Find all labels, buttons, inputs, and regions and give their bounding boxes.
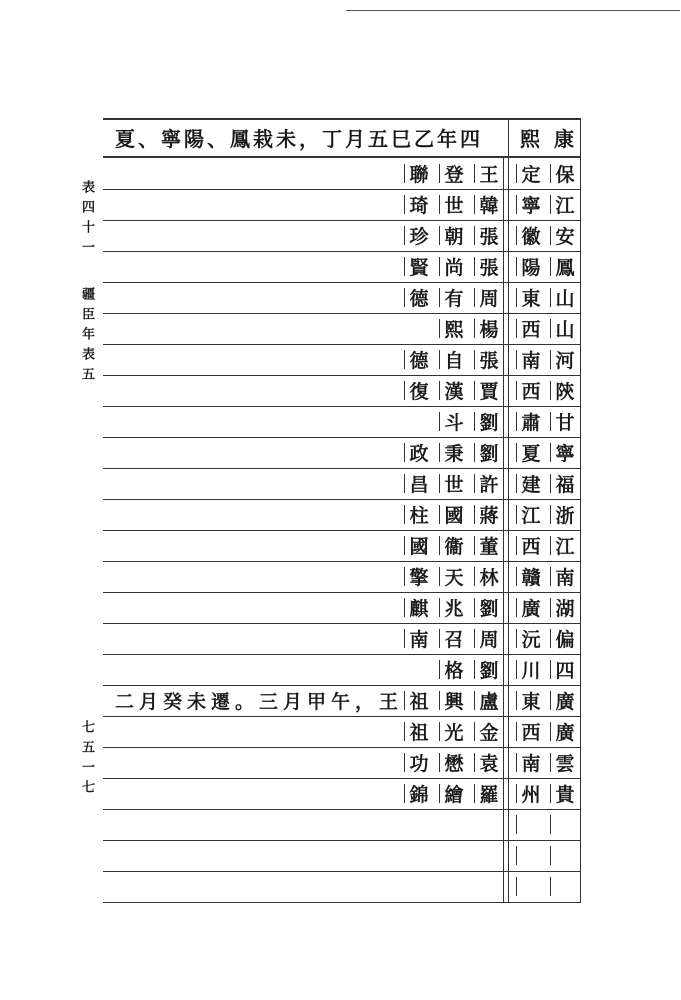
official-name-char: 召	[438, 623, 470, 654]
table-row	[103, 220, 581, 251]
post-char: 山	[549, 282, 581, 313]
post-char: 沅	[515, 623, 547, 654]
row-rule	[103, 840, 581, 841]
post-char: 江	[549, 530, 581, 561]
post-char	[515, 871, 547, 902]
post-char: 川	[515, 654, 547, 685]
official-name-char: 政	[403, 437, 435, 468]
official-name-char: 張	[473, 251, 505, 282]
row-rule	[103, 592, 581, 593]
official-name-char	[403, 406, 435, 437]
table-row	[103, 344, 581, 375]
post-char: 偏	[549, 623, 581, 654]
official-name-char: 柱	[403, 499, 435, 530]
official-name-char: 盧	[473, 685, 505, 716]
post-char: 廣	[549, 716, 581, 747]
official-name-char: 漢	[438, 375, 470, 406]
official-name-char: 周	[473, 623, 505, 654]
official-name-char: 斗	[438, 406, 470, 437]
table-row	[103, 282, 581, 313]
table-row	[103, 499, 581, 530]
post-char: 肅	[515, 406, 547, 437]
official-name-char: 蔣	[473, 499, 505, 530]
post-char	[549, 840, 581, 871]
post-char: 江	[515, 499, 547, 530]
post-char: 寧	[549, 437, 581, 468]
row-rule	[103, 251, 581, 252]
post-char: 雲	[549, 747, 581, 778]
official-name-char	[403, 654, 435, 685]
official-name-char: 劉	[473, 437, 505, 468]
post-char: 南	[549, 561, 581, 592]
table-row	[103, 313, 581, 344]
post-char: 鳳	[549, 251, 581, 282]
table-row	[103, 871, 581, 902]
table-row	[103, 437, 581, 468]
table-row	[103, 778, 581, 809]
row-rule	[103, 344, 581, 345]
official-name-char: 劉	[473, 654, 505, 685]
post-char: 山	[549, 313, 581, 344]
official-name-char: 秉	[438, 437, 470, 468]
register-table	[103, 118, 581, 904]
official-name-char: 賈	[473, 375, 505, 406]
post-char: 西	[515, 375, 547, 406]
official-name-char: 許	[473, 468, 505, 499]
row-rule	[103, 778, 581, 779]
table-row	[103, 561, 581, 592]
row-rule	[103, 468, 581, 469]
post-char: 貴	[549, 778, 581, 809]
official-name-char	[473, 871, 505, 902]
official-name-char	[403, 809, 435, 840]
official-name-char: 張	[473, 220, 505, 251]
official-name-char: 熙	[438, 313, 470, 344]
official-name-char: 天	[438, 561, 470, 592]
official-name-char: 懋	[438, 747, 470, 778]
row-rule	[103, 530, 581, 531]
official-name-char	[473, 809, 505, 840]
official-name-char: 王	[473, 158, 505, 189]
table-row	[103, 189, 581, 220]
post-char: 浙	[549, 499, 581, 530]
official-name-char: 聯	[403, 158, 435, 189]
official-name-char: 衞	[438, 530, 470, 561]
post-char: 東	[515, 282, 547, 313]
post-char: 廣	[549, 685, 581, 716]
post-char: 陝	[549, 375, 581, 406]
post-char: 安	[549, 220, 581, 251]
row-rule	[103, 282, 581, 283]
row-rule	[103, 809, 581, 810]
table-row	[103, 158, 581, 189]
official-name-char: 金	[473, 716, 505, 747]
official-name-char: 世	[438, 468, 470, 499]
post-char	[549, 809, 581, 840]
official-name-char: 擎	[403, 561, 435, 592]
header-note	[115, 118, 515, 156]
post-char: 廣	[515, 592, 547, 623]
reign-char-2: 熙	[520, 126, 540, 151]
official-name-char	[438, 840, 470, 871]
reign-char-1: 康	[554, 126, 574, 151]
table-row	[103, 406, 581, 437]
post-char	[515, 840, 547, 871]
header-note-text: 夏、寧陽、鳳栽未，丁月五巳乙年四	[115, 126, 483, 151]
row-rule	[103, 375, 581, 376]
margin-volume: 表四十一	[79, 180, 94, 260]
official-name-char: 登	[438, 158, 470, 189]
official-name-char: 繪	[438, 778, 470, 809]
column-rule	[580, 118, 581, 902]
post-char: 西	[515, 716, 547, 747]
official-name-char: 劉	[473, 592, 505, 623]
row-rule	[103, 499, 581, 500]
official-name-char: 尚	[438, 251, 470, 282]
post-char: 河	[549, 344, 581, 375]
official-name-char	[438, 871, 470, 902]
official-name-char: 張	[473, 344, 505, 375]
official-name-char: 祖	[403, 716, 435, 747]
official-name-char: 朝	[438, 220, 470, 251]
post-char: 東	[515, 685, 547, 716]
row-rule	[103, 437, 581, 438]
official-name-char: 珍	[403, 220, 435, 251]
official-name-char	[473, 840, 505, 871]
official-name-char: 光	[438, 716, 470, 747]
official-name-char: 昌	[403, 468, 435, 499]
table-row	[103, 468, 581, 499]
post-char: 夏	[515, 437, 547, 468]
table-row	[103, 623, 581, 654]
official-name-char: 周	[473, 282, 505, 313]
table-row	[103, 716, 581, 747]
margin-page-number: 七五一七	[79, 720, 94, 800]
table-row	[103, 654, 581, 685]
row-note: 二月癸未遷。三月甲午，王	[115, 691, 404, 713]
official-name-char: 羅	[473, 778, 505, 809]
official-name-char: 林	[473, 561, 505, 592]
top-rule	[346, 10, 680, 11]
official-name-char: 南	[403, 623, 435, 654]
official-name-char: 復	[403, 375, 435, 406]
row-rule	[103, 654, 581, 655]
official-name-char: 祖	[403, 685, 435, 716]
official-name-char: 袁	[473, 747, 505, 778]
post-char: 西	[515, 313, 547, 344]
table-row	[103, 592, 581, 623]
row-rule	[103, 623, 581, 624]
post-char: 甘	[549, 406, 581, 437]
post-char: 建	[515, 468, 547, 499]
official-name-char: 韓	[473, 189, 505, 220]
official-name-char	[403, 840, 435, 871]
post-char: 贛	[515, 561, 547, 592]
post-char	[515, 809, 547, 840]
row-rule	[103, 189, 581, 190]
official-name-char: 麒	[403, 592, 435, 623]
official-name-char	[438, 809, 470, 840]
table-row	[103, 840, 581, 871]
table-row	[103, 530, 581, 561]
official-name-char: 楊	[473, 313, 505, 344]
official-name-char: 德	[403, 344, 435, 375]
row-rule	[103, 902, 581, 903]
post-char: 南	[515, 344, 547, 375]
official-name-char	[403, 313, 435, 344]
official-name-char: 世	[438, 189, 470, 220]
official-name-char: 功	[403, 747, 435, 778]
post-char: 徽	[515, 220, 547, 251]
row-rule	[103, 313, 581, 314]
post-char: 福	[549, 468, 581, 499]
row-rule	[103, 747, 581, 748]
row-rule	[103, 685, 581, 686]
post-char: 寧	[515, 189, 547, 220]
post-char: 州	[515, 778, 547, 809]
row-rule	[103, 561, 581, 562]
official-name-char: 自	[438, 344, 470, 375]
post-char: 保	[549, 158, 581, 189]
official-name-char: 有	[438, 282, 470, 313]
table-row	[103, 251, 581, 282]
column-rule-inner	[503, 156, 504, 902]
table-row	[103, 747, 581, 778]
row-rule	[103, 220, 581, 221]
official-name-char: 格	[438, 654, 470, 685]
row-rule	[103, 716, 581, 717]
official-name-char	[403, 871, 435, 902]
official-name-char: 興	[438, 685, 470, 716]
table-row	[103, 809, 581, 840]
official-name-char: 劉	[473, 406, 505, 437]
post-char: 南	[515, 747, 547, 778]
post-char: 湖	[549, 592, 581, 623]
official-name-char: 國	[403, 530, 435, 561]
post-char	[549, 871, 581, 902]
post-char: 四	[549, 654, 581, 685]
post-char: 西	[515, 530, 547, 561]
margin-title: 疆臣年表五	[79, 287, 94, 387]
row-rule	[103, 871, 581, 872]
official-name-char: 兆	[438, 592, 470, 623]
official-name-char: 琦	[403, 189, 435, 220]
table-row	[103, 685, 581, 716]
official-name-char: 賢	[403, 251, 435, 282]
row-rule	[103, 406, 581, 407]
post-char: 江	[549, 189, 581, 220]
official-name-char: 董	[473, 530, 505, 561]
post-char: 定	[515, 158, 547, 189]
official-name-char: 錦	[403, 778, 435, 809]
column-rule	[508, 118, 509, 902]
post-char: 陽	[515, 251, 547, 282]
official-name-char: 德	[403, 282, 435, 313]
official-name-char: 國	[438, 499, 470, 530]
table-row	[103, 375, 581, 406]
